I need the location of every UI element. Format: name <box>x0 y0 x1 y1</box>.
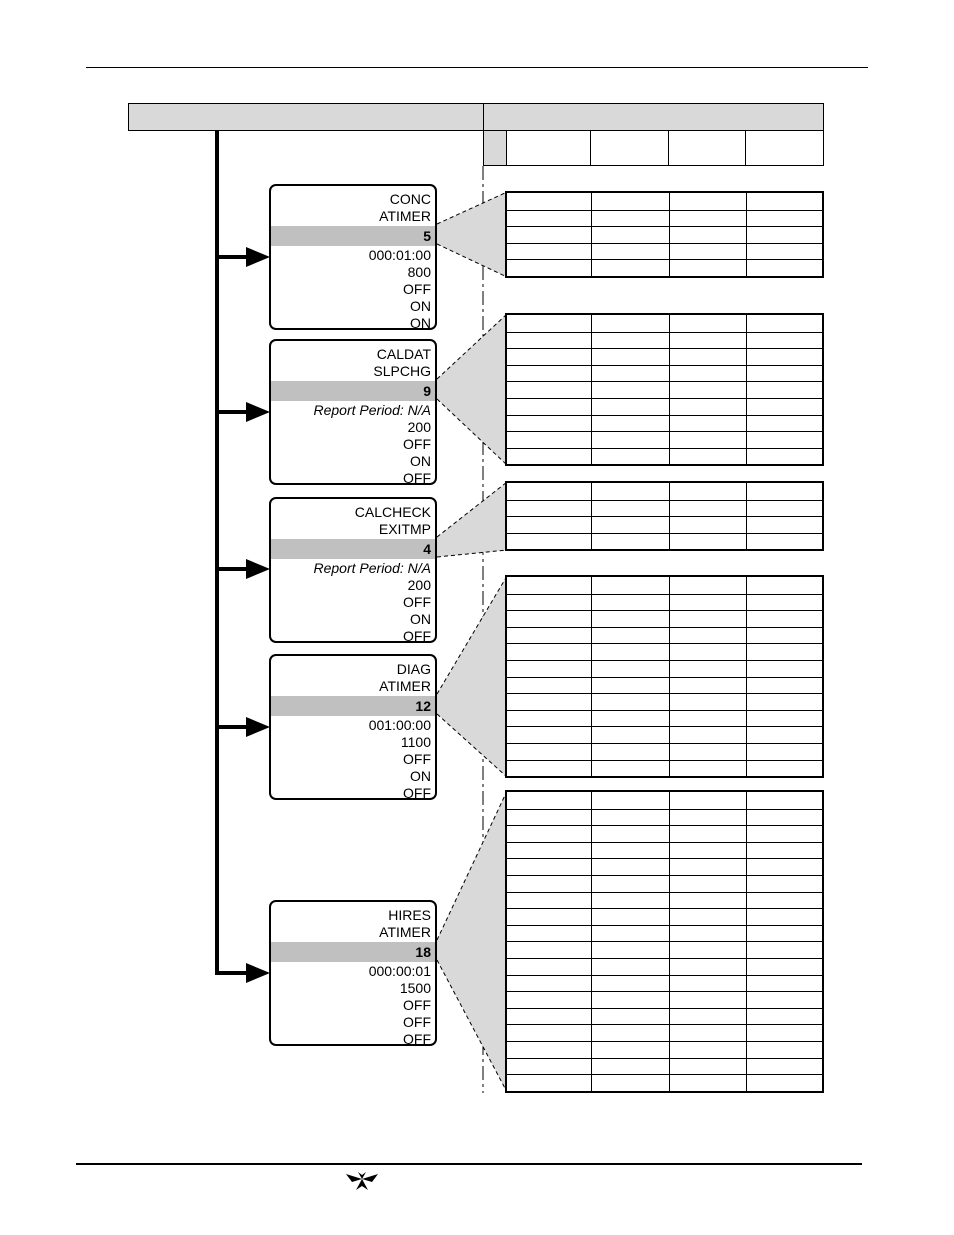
menu-line: 000:01:00 <box>368 247 431 263</box>
table-col-line <box>591 193 592 276</box>
table-col-line <box>746 193 747 276</box>
table-col-line <box>746 577 747 776</box>
menu-line: OFF <box>403 436 431 452</box>
table-row-line <box>507 958 822 959</box>
menu-line: DIAG <box>396 661 431 677</box>
branch-arrowhead-icon <box>246 963 270 983</box>
table-col-line <box>746 315 747 464</box>
table-row-line <box>507 348 822 349</box>
table-row-line <box>507 925 822 926</box>
table-row-line <box>507 760 822 761</box>
menu-box <box>269 339 437 485</box>
table-row-line <box>507 875 822 876</box>
channel-table <box>505 481 824 551</box>
channel-table <box>505 313 824 466</box>
table-row-line <box>507 975 822 976</box>
menu-line: OFF <box>403 1014 431 1030</box>
menu-line: OFF <box>403 751 431 767</box>
table-row-line <box>507 448 822 449</box>
table-row-line <box>507 332 822 333</box>
menu-line: 000:00:01 <box>368 963 431 979</box>
branch-line <box>217 255 247 259</box>
menu-line: ATIMER <box>379 924 431 940</box>
table-row-line <box>507 533 822 534</box>
menu-line: OFF <box>403 785 431 801</box>
menu-line: HIRES <box>388 907 431 923</box>
table-row-line <box>507 259 822 260</box>
wedge-fill <box>437 314 507 465</box>
bottom-rule <box>76 1163 862 1165</box>
table-col-line <box>669 483 670 549</box>
channel-table <box>505 790 824 1093</box>
teledyne-logo-icon <box>344 1170 380 1192</box>
menu-box <box>269 184 437 330</box>
table-row-line <box>507 908 822 909</box>
menu-line: SLPCHG <box>373 363 431 379</box>
menu-line: 001:00:00 <box>368 717 431 733</box>
menu-line: ATIMER <box>379 678 431 694</box>
table-row-line <box>507 516 822 517</box>
menu-highlight-value: 12 <box>271 696 435 716</box>
table-row-line <box>507 643 822 644</box>
table-col-line <box>591 315 592 464</box>
menu-line: ON <box>410 611 431 627</box>
table-row-line <box>507 1041 822 1042</box>
wedge-fill <box>437 791 507 1092</box>
table-col-line <box>669 792 670 1091</box>
menu-line: OFF <box>403 594 431 610</box>
menu-line: ATIMER <box>379 208 431 224</box>
branch-line <box>217 567 247 571</box>
table-row-line <box>507 610 822 611</box>
menu-line: EXITMP <box>378 521 431 537</box>
menu-line: CALDAT <box>376 346 431 362</box>
table-row-line <box>507 415 822 416</box>
table-row-line <box>507 726 822 727</box>
menu-box <box>269 654 437 800</box>
menu-line: CALCHECK <box>354 504 431 520</box>
menu-line: ON <box>410 315 431 331</box>
table-row-line <box>507 809 822 810</box>
table-row-line <box>507 500 822 501</box>
menu-line: OFF <box>403 470 431 486</box>
branch-arrowhead-icon <box>246 402 270 422</box>
branch-line <box>217 725 247 729</box>
menu-box <box>269 900 437 1046</box>
menu-line: 800 <box>407 264 431 280</box>
branch-line <box>217 971 247 975</box>
table-row-line <box>507 677 822 678</box>
wedge-fill <box>437 576 507 777</box>
menu-highlight-value: 9 <box>271 381 435 401</box>
table-row-line <box>507 1024 822 1025</box>
table-row-line <box>507 660 822 661</box>
table-row-line <box>507 243 822 244</box>
menu-line: 1100 <box>400 734 431 750</box>
menu-line: OFF <box>403 997 431 1013</box>
branch-arrowhead-icon <box>246 717 270 737</box>
channel-table <box>505 575 824 778</box>
menu-line: ON <box>410 453 431 469</box>
table-row-line <box>507 941 822 942</box>
table-row-line <box>507 825 822 826</box>
table-row-line <box>507 991 822 992</box>
table-col-line <box>746 792 747 1091</box>
menu-line: OFF <box>403 281 431 297</box>
menu-line: ON <box>410 768 431 784</box>
table-row-line <box>507 842 822 843</box>
menu-line: CONC <box>389 191 431 207</box>
table-row-line <box>507 226 822 227</box>
wedge-fill <box>437 482 507 557</box>
table-col-line <box>591 483 592 549</box>
menu-highlight-value: 18 <box>271 942 435 962</box>
table-row-line <box>507 431 822 432</box>
menu-line: 200 <box>407 419 431 435</box>
table-row-line <box>507 892 822 893</box>
table-row-line <box>507 743 822 744</box>
menu-highlight-value: 5 <box>271 226 435 246</box>
menu-line: ON <box>410 298 431 314</box>
table-row-line <box>507 210 822 211</box>
menu-line: OFF <box>403 628 431 644</box>
table-row-line <box>507 594 822 595</box>
table-col-line <box>591 792 592 1091</box>
menu-line: 1500 <box>399 980 431 996</box>
table-row-line <box>507 627 822 628</box>
branch-arrowhead-icon <box>246 247 270 267</box>
menu-line: OFF <box>403 1031 431 1047</box>
table-row-line <box>507 1058 822 1059</box>
menu-line: 200 <box>407 577 431 593</box>
table-col-line <box>591 577 592 776</box>
table-row-line <box>507 858 822 859</box>
branch-arrowhead-icon <box>246 559 270 579</box>
table-row-line <box>507 398 822 399</box>
menu-line: Report Period: N/A <box>313 560 431 576</box>
wedge-fill <box>437 192 507 277</box>
table-col-line <box>669 315 670 464</box>
branch-line <box>217 410 247 414</box>
menu-line: Report Period: N/A <box>313 402 431 418</box>
table-row-line <box>507 381 822 382</box>
table-col-line <box>669 577 670 776</box>
channel-table <box>505 191 824 278</box>
table-col-line <box>746 483 747 549</box>
menu-box <box>269 497 437 643</box>
table-row-line <box>507 693 822 694</box>
table-row-line <box>507 1008 822 1009</box>
table-row-line <box>507 365 822 366</box>
table-row-line <box>507 710 822 711</box>
table-col-line <box>669 193 670 276</box>
table-row-line <box>507 1074 822 1075</box>
menu-highlight-value: 4 <box>271 539 435 559</box>
